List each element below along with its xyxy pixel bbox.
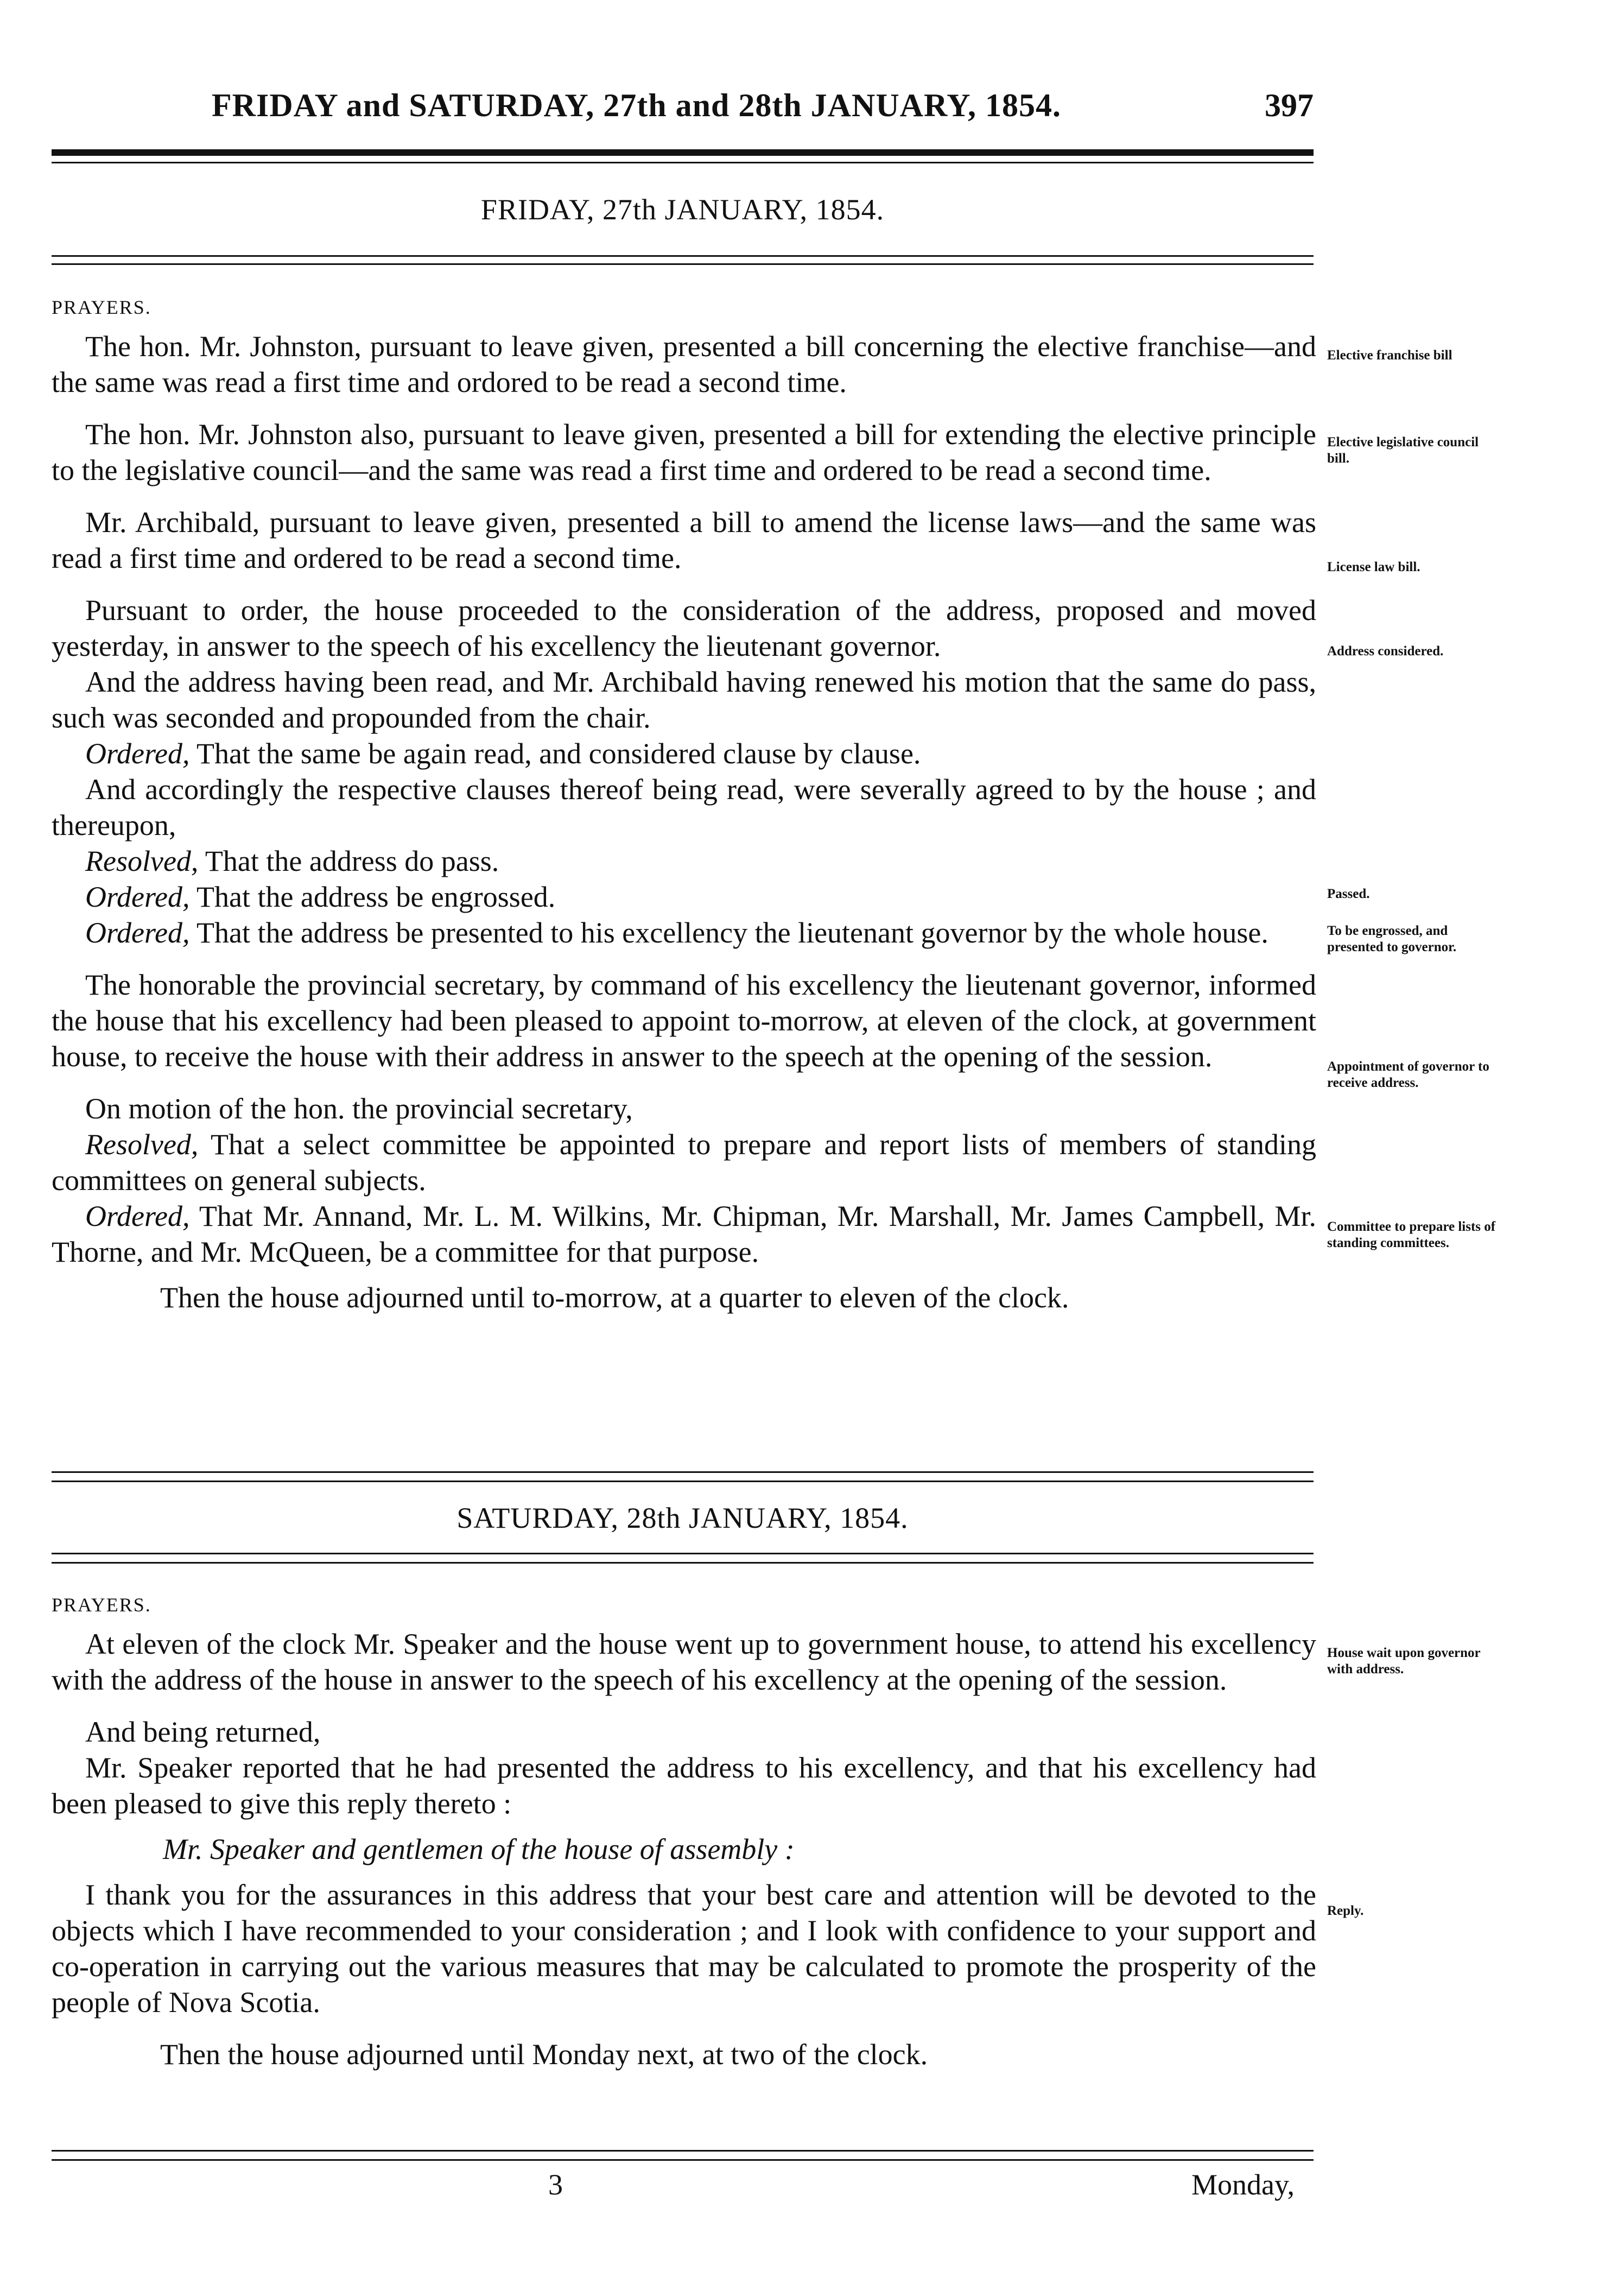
- ordered-text: That the same be again read, and considered clause by clause.: [189, 737, 921, 770]
- ordered-text: That the address be engrossed.: [189, 881, 556, 913]
- running-head: [49, 81, 1314, 130]
- footer-rule-1: [52, 2150, 1314, 2152]
- resolved-label: Resolved,: [85, 845, 199, 877]
- paragraph-ordered-presented: [52, 915, 1316, 951]
- ordered-label: Ordered,: [85, 881, 190, 913]
- margin-note-license: License law bill.: [1327, 560, 1420, 574]
- ordered-label: Ordered,: [85, 916, 190, 949]
- saturday-proceedings: [52, 1593, 1316, 2072]
- margin-note-passed: Passed.: [1327, 887, 1370, 901]
- paragraph-resolved-committee: [52, 1127, 1316, 1198]
- paragraph-adjourned-friday: Then the house adjourned until to-morrow, at a quarter to eleven of the clock.: [160, 1281, 1069, 1314]
- paragraph-address-read: And the address having been read, and Mr. Archibald having renewed his motion that the same do pass, such was seconded and propounded from the chair.: [52, 666, 1316, 734]
- signature-mark: 3: [548, 2168, 563, 2201]
- paragraph-clauses-agreed: And accordingly the respective clauses thereof being read, were severally agreed to by the house ; and thereupon,: [52, 773, 1316, 842]
- saturday-rule-bottom-1: [52, 1553, 1314, 1554]
- friday-rule-2: [52, 263, 1314, 265]
- paragraph-adjourned-saturday: Then the house adjourned until Monday next, at two of the clock.: [160, 2038, 928, 2071]
- paragraph-wait-upon-governor: At eleven of the clock Mr. Speaker and the house went up to government house, to attend his excellency with the address of the house in answer to the speech of his excellency at the opening of the session.: [52, 1628, 1316, 1696]
- paragraph-motion: On motion of the hon. the provincial secretary,: [85, 1092, 633, 1125]
- saturday-rule-bottom-2: [52, 1562, 1314, 1564]
- friday-proceedings: [52, 296, 1316, 1315]
- paragraph-council-bill: The hon. Mr. Johnston also, pursuant to leave given, presented a bill for extending the elective principle to the legislative council—and the same was read a first time and ordered to be read a second time.: [52, 418, 1316, 486]
- saturday-rule-top-2: [52, 1481, 1314, 1482]
- prayers-label: PRAYERS.: [52, 296, 151, 318]
- paragraph-address-considered: Pursuant to order, the house proceeded to the consideration of the address, proposed and moved yesterday, in answer to the speech of his excellency the lieutenant governor.: [52, 594, 1316, 662]
- paragraph-resolved-pass: [52, 843, 1316, 879]
- paragraph-speaker-reported: Mr. Speaker reported that he had presented the address to his excellency, and that his excellency had been pleased to give this reply thereto :: [52, 1751, 1316, 1820]
- resolved-label: Resolved,: [85, 1128, 199, 1161]
- header-rule-thick: [52, 149, 1314, 156]
- paragraph-ordered-committee: [52, 1198, 1316, 1270]
- saturday-heading: SATURDAY, 28th JANUARY, 1854.: [456, 1502, 909, 1534]
- paragraph-appointment: The honorable the provincial secretary, by command of his excellency the lieutenant governor, informed the house that his excellency had been pleased to appoint to-morrow, at eleven of the clock, at government house, to receive the house with their address in answer to the speech at the opening of the session.: [52, 969, 1316, 1073]
- running-head-title: FRIDAY and SATURDAY, 27th and 28th JANUARY, 1854.: [212, 87, 1062, 123]
- margin-note-reply: Reply.: [1327, 1903, 1364, 1918]
- margin-note-council: Elective legislative council bill.: [1327, 435, 1479, 466]
- paragraph-ordered-read: [52, 736, 1316, 771]
- friday-heading: FRIDAY, 27th JANUARY, 1854.: [480, 193, 885, 226]
- paragraph-franchise-bill: The hon. Mr. Johnston, pursuant to leave given, presented a bill concerning the elective franchise—and the same was read a first time and ordored to be read a second time.: [52, 330, 1316, 398]
- footer-rule-2: [52, 2159, 1314, 2161]
- margin-note-engrossed: To be engrossed, and presented to governor.: [1327, 923, 1457, 954]
- margin-note-appointment: Appointment of governor to receive address.: [1327, 1059, 1489, 1090]
- margin-note-committee: Committee to prepare lists of standing committees.: [1327, 1219, 1496, 1250]
- paragraph-being-returned: And being returned,: [85, 1716, 321, 1748]
- saturday-rule-top-1: [52, 1471, 1314, 1473]
- margin-note-address: Address considered.: [1327, 644, 1444, 659]
- ordered-label: Ordered,: [85, 1200, 190, 1232]
- paragraph-license-bill: Mr. Archibald, pursuant to leave given, presented a bill to amend the license laws—and the same was read a first time and ordered to be read a second time.: [52, 506, 1316, 574]
- ordered-label: Ordered,: [85, 737, 190, 770]
- reply-salutation: Mr. Speaker and gentlemen of the house of assembly :: [163, 1833, 795, 1865]
- reply-text: I thank you for the assurances in this address that your best care and attention will be devoted to the objects which I have recommended to your consideration ; and I look with confidence to your support and co-operation in carrying out the various measures that may be calculated to promote the prosperity of the people of Nova Scotia.: [52, 1878, 1316, 2019]
- paragraph-ordered-engrossed: [52, 879, 1316, 915]
- header-rule-thin: [52, 162, 1314, 163]
- ordered-text: That the address be presented to his excellency the lieutenant governor by the whole house.: [189, 916, 1268, 949]
- page-number: 397: [1265, 87, 1314, 123]
- prayers-label: PRAYERS.: [52, 1594, 151, 1616]
- margin-note-franchise: Elective franchise bill: [1327, 348, 1452, 363]
- ordered-text: That Mr. Annand, Mr. L. M. Wilkins, Mr. Chipman, Mr. Marshall, Mr. James Campbell, Mr. Thorne, and Mr. McQueen, be a committee for that purpose.: [52, 1200, 1316, 1268]
- margin-note-wait-upon: House wait upon governor with address.: [1327, 1646, 1481, 1677]
- resolved-text: That a select committee be appointed to prepare and report lists of members of standing committees on general subjects.: [52, 1128, 1316, 1197]
- catchword: Monday,: [1191, 2168, 1295, 2201]
- friday-rule-1: [52, 255, 1314, 257]
- resolved-text: That the address do pass.: [198, 845, 499, 877]
